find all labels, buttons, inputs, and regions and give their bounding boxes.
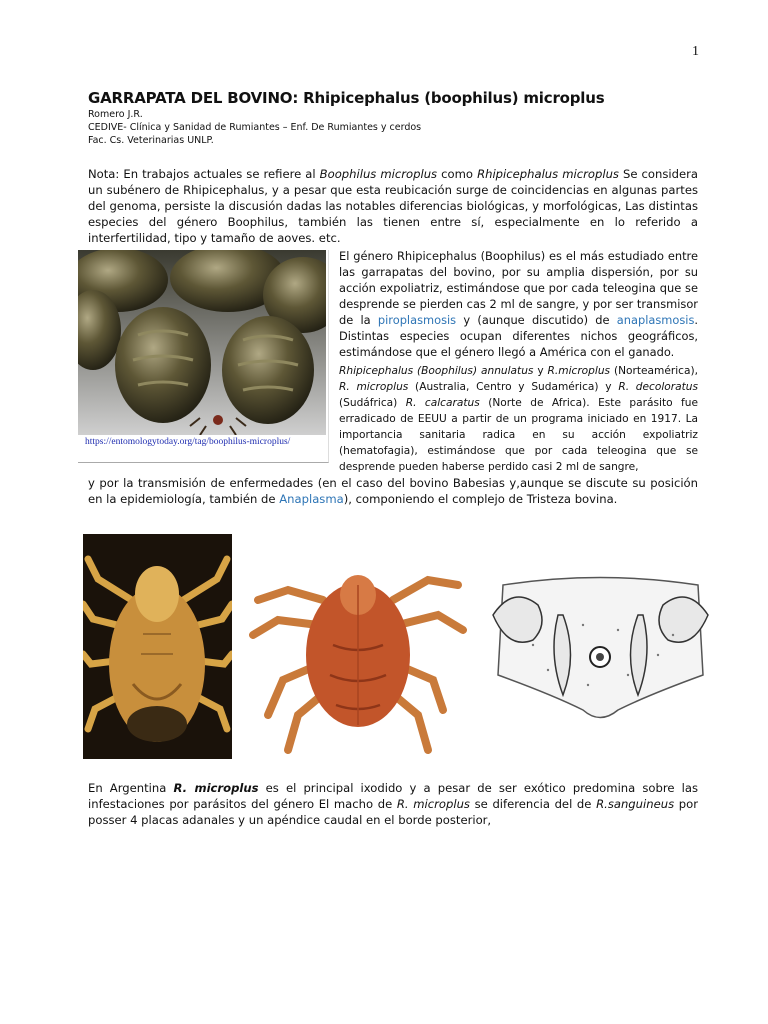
anaplasmosis-link[interactable]: anaplasmosis [616, 313, 695, 327]
tick-drawing-ventral [488, 575, 713, 730]
argentina-paragraph: En Argentina R. microplus es el principal ixodido y a pesar de ser exótico predomina sobre las infestaciones por parásitos del género El macho de R. microplus se diferencia del de R.sanguineus por posser 4 placas adanales y un apéndice caudal en el borde posterior, [88, 781, 698, 827]
figure-source-url[interactable]: https://entomologytoday.org/tag/boophilus-microplus/ [85, 437, 291, 447]
species-name: Rhipicephalus microplus [477, 167, 619, 181]
document-title: GARRAPATA DEL BOVINO: Rhipicephalus (boophilus) microplus [88, 89, 605, 107]
anaplasma-link[interactable]: Anaplasma [279, 492, 344, 506]
author-name: Romero J.R. [88, 109, 143, 120]
page-number: 1 [692, 44, 699, 59]
note-paragraph: Nota: En trabajos actuales se refiere al Boophilus microplus como Rhipicephalus microplus Se considera un subénero de Rhipicephalus, y a pesar que esta reubicación surge de coincidencias en algunas partes del genoma, persiste la discusión dadas las notables diferencias biológicas, y morfológicas, Las distintas especies del género Boophilus, también las tienen entre sí, especialmente en lo referido a interfertilidad, tipo y tamaño de aoves. etc. [88, 167, 698, 245]
tick-dorsal-photo [83, 534, 232, 759]
species-name: R. microplus [396, 797, 470, 811]
tick-engorged-illustration [248, 555, 468, 760]
species-name: R.sanguineus [596, 797, 675, 811]
species-paragraph: Rhipicephalus (Boophilus) annulatus y R.microplus (Norteamérica), R. microplus (Australia, Centro y Sudamérica) y R. decoloratus (Sudáfrica) R. calcaratus (Norte de Africa). Este parásito fue erradicado de EEUU a partir de un programa iniciado en 1917. La importancia sanitaria radica en su acción expoliatriz (hematofagia), estimándose que por cada teleogina que se desprende pueden haberse perdido casi 2 ml de sangre, [339, 365, 699, 473]
genus-paragraph: El género Rhipicephalus (Boophilus) es el más estudiado entre las garrapatas del bovino, por su amplia dispersión, por su acción expoliatriz, estimándose que por cada teleogina que se desprende se pierden cas 2 ml de sangre, y por ser transmisor de la piroplasmosis y (aunque discutido) de anaplasmosis. Distintas especies ocupan diferentes nichos geográficos, estimándose que el género llegó a América con el ganado. [339, 249, 699, 359]
author-faculty: Fac. Cs. Veterinarias UNLP. [88, 135, 214, 146]
author-affiliation: CEDIVE- Clínica y Sanidad de Rumiantes – Enf. De Rumiantes y cerdos [88, 122, 422, 133]
piroplasmosis-link[interactable]: piroplasmosis [377, 313, 457, 327]
species-name: Boophilus microplus [319, 167, 438, 181]
species-name: R. microplus [173, 781, 259, 795]
engorged-ticks-photo [78, 250, 329, 463]
continuation-paragraph: y por la transmisión de enfermedades (en el caso del bovino Babesias y,aunque se discute su posición en la epidemiología, también de Anaplasma), componiendo el complejo de Tristeza bovina. [88, 476, 698, 506]
